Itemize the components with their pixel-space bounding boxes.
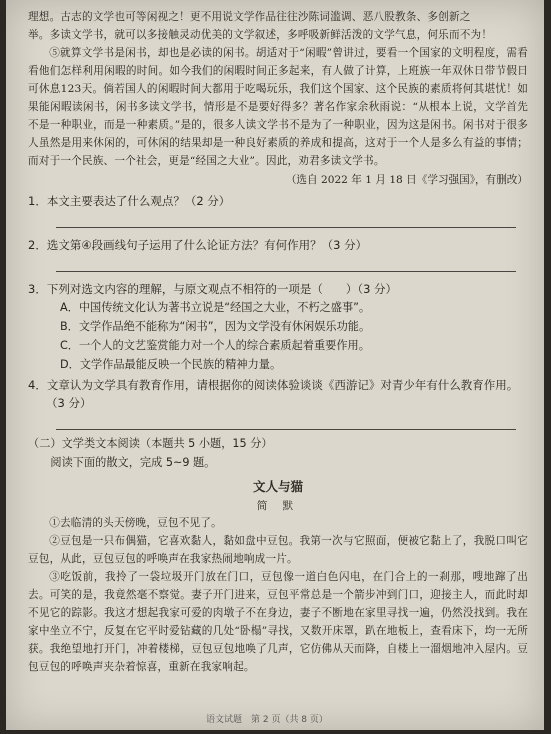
passage-line-2: 举。多读文学书，就可以多接触灵动优美的文学叙述，多呼吸新鲜活泼的文学气息，何乐而不为！ [28, 29, 493, 41]
answer-line-q1[interactable] [56, 210, 516, 228]
essay-title: 文人与猫 [252, 479, 303, 494]
question-3-options [60, 298, 528, 374]
section-2-heading: （二）文学类文本阅读（本题共 5 小题，15 分） [28, 437, 273, 450]
page-content [28, 8, 528, 676]
option-d[interactable]: D．文学作品最能反映一个民族的精神力量。 [60, 358, 282, 371]
option-c[interactable]: C．一个人的文艺鉴赏能力对一个人的综合素质起着重要作用。 [60, 339, 370, 352]
essay-paragraph-2: ②豆包是一只布偶猫，它喜欢黏人，黏如盘中豆包。我第一次与它照面，便被它黏上了，我脱口叫它豆包，从此，豆包豆包的呼唤声在我家热闹地响成一片。 [28, 535, 528, 565]
passage-line-1: 理想。古志的文学也可等闲视之！更不用说文学作品往往沙陈词滥调、恶八股教条、多创新之 [28, 11, 471, 23]
question-3: 3．下列对选文内容的理解，与原文观点不相符的一项是（ ）（3 分） [28, 282, 398, 296]
passage-paragraph-5: ⑤就算文学书是闲书，却也是必读的闲书。胡适对于“闲暇”曾讲过，要看一个国家的文明程度，需看看他们怎样利用闲暇的时间。如今我们的闲暇时间正多起来，有人做了计算，上班族一年双休日带节假日可休息123天。倘若国人的闲暇时间大都用于吃喝玩乐，我们这个国家、这个民族的素质将何其堪忧！如果能闲暇读闲书，闲书多读文学书，情形是不是要好得多？著名作家余秋雨说：“从根本上说，文学首先不是一种职业，而是一种素质。”是的，很多人读文学书不是为了一种职业，因为这是闲书。闲书对于很多人虽然是用来休闲的，可休闲的结果却是一种良好素质的养成和提高，这对于一个人是多么有益的事情；而对于一个民族、一个社会，更是“经国之大业”。因此，劝君多读文学书。 [28, 47, 528, 167]
answer-line-q4[interactable] [56, 412, 516, 430]
page-footer: 语文试题 第 2 页（共 8 页） [206, 715, 328, 725]
section-2-instruction: 阅读下面的散文，完成 5~9 题。 [50, 456, 216, 469]
option-a[interactable]: A．中国传统文化认为著书立说是“经国之大业，不朽之盛事”。 [60, 301, 371, 314]
passage-source: （选自 2022 年 1 月 18 日《学习强国》，有删改） [285, 174, 528, 186]
question-4-score: （3 分） [46, 396, 92, 410]
essay-paragraph-1: ①去临清的头天傍晚，豆包不见了。 [49, 517, 222, 529]
question-4: 4．文章认为文学具有教育作用，请根据你的阅读体验谈谈《西游记》对青少年有什么教育作用。 [28, 378, 519, 392]
essay-paragraph-3: ③吃饭前，我拎了一袋垃圾开门放在门口，豆包像一道白色闪电，在门合上的一刹那，嗖地蹿了出去。可笑的是，我竟然毫不察觉。妻子开门进来，豆包平常总是一个箭步冲到门口，迎接主人，而此时却不见它的踪影。我这才想起我家可爱的肉墩子不在身边，妻子不断地在家里寻找一遍，仍然没找到。我在家中坐立不宁，反复在它平时爱钻藏的几处“卧榻”寻找，又数开床罩，趴在地板上，查看床下，均一无所获。我绝望地打开门，冲着楼梯，豆包豆包地唤了几声，它仿佛从天而降，自楼上一溜烟地冲入屋内。豆包豆包的呼唤声夹杂着惊喜，重新在我家响起。 [28, 571, 528, 673]
exam-page [6, 0, 544, 730]
question-1: 1．本文主要表达了什么观点？（2 分） [28, 194, 231, 208]
question-2: 2．选文第④段画线句子运用了什么论证方法？有何作用？（3 分） [28, 238, 368, 252]
essay-author: 简 默 [256, 500, 300, 512]
option-b[interactable]: B．文学作品绝不能称为“闲书”，因为文学没有休闲娱乐功能。 [60, 320, 371, 333]
answer-line-q2[interactable] [56, 254, 516, 272]
